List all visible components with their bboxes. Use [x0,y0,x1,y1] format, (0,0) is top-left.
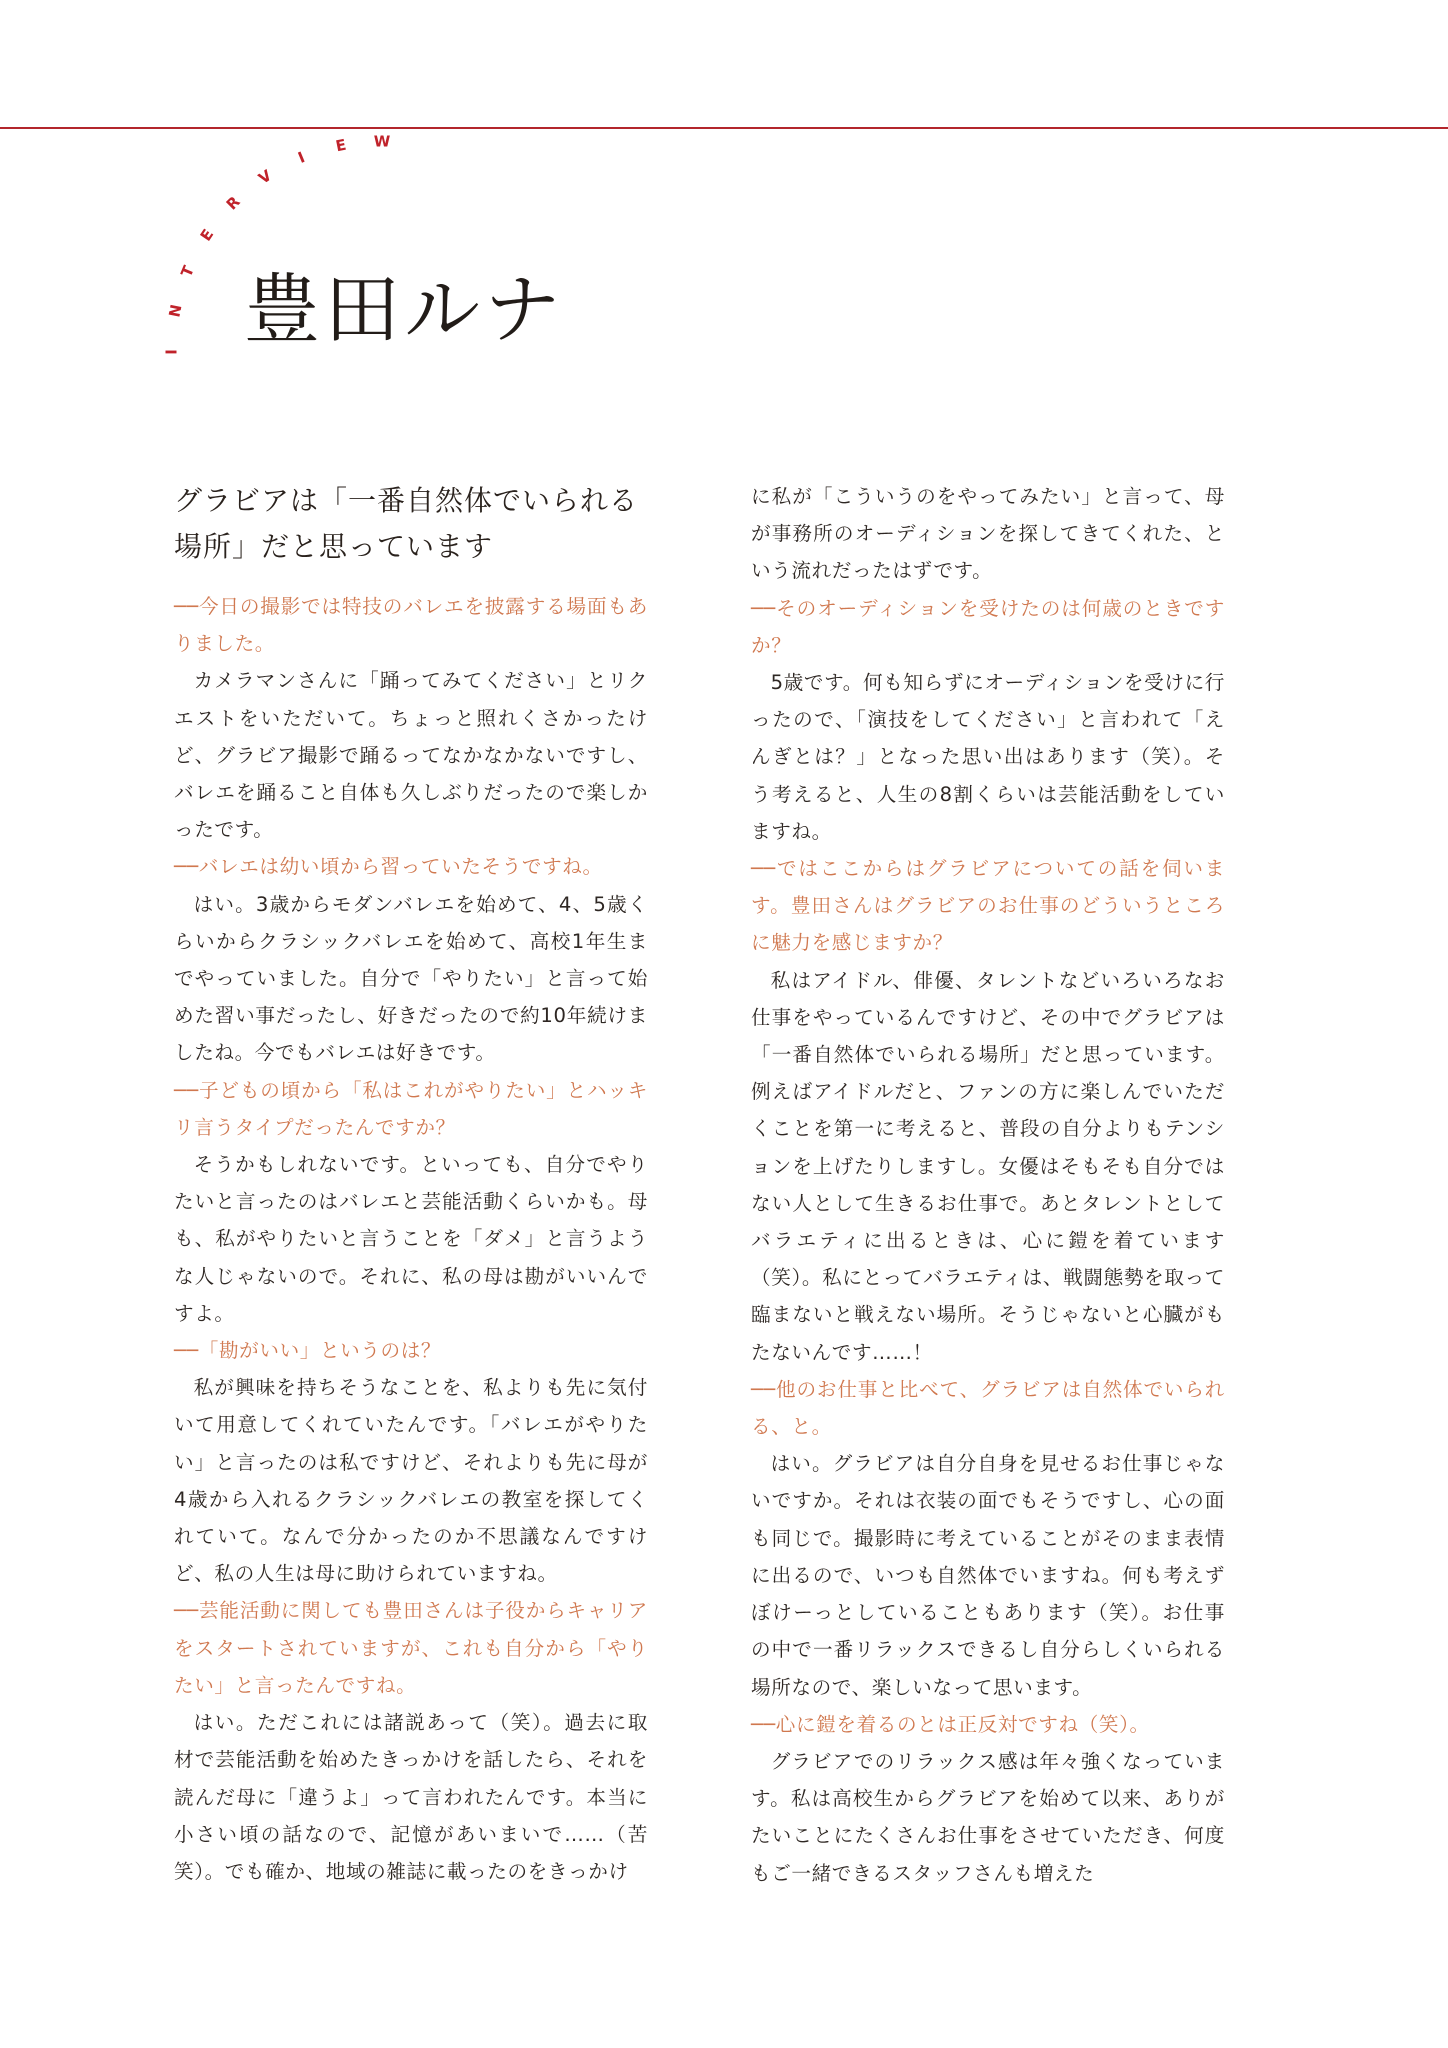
interview-question: ──心に鎧を着るのとは正反対ですね（笑）。 [751,1712,1150,1736]
left-column [174,478,648,1890]
arc-letter: R [222,192,244,214]
left-text-blocks [174,588,648,1890]
arc-letter: N [165,302,186,319]
interview-question: ──今日の撮影では特技のバレエを披露する場面もありました。 [174,595,648,656]
right-column [751,478,1225,1892]
interview-answer: 5歳です。何も知らずにオーディションを受けに行ったので、「演技をしてください」と言われて「えんぎとは？」となった思い出はあります（笑）。そう考えると、人生の8割くらいは芸能活動をしていますね。 [751,671,1225,843]
top-rule [0,127,1448,129]
interview-answer: 私が興味を持ちそうなことを、私よりも先に気付いて用意してくれていたんです。「バレエがやりたい」と言ったのは私ですけど、それよりも先に母が4歳から入れるクラシックバレエの教室を探してくれていて。なんで分かったのか不思議なんですけど、私の人生は母に助けられていますね。 [174,1376,648,1586]
interview-answer: グラビアでのリラックス感は年々強くなっています。私は高校生からグラビアを始めて以来、ありがたいことにたくさんお仕事をさせていただき、何度もご一緒できるスタッフさんも増えた [751,1749,1225,1885]
interview-question: ──「勘がいい」というのは？ [174,1339,442,1363]
arc-letter: E [334,135,348,156]
interview-question: ──ではここからはグラビアについての話を伺います。豊田さんはグラビアのお仕事のどういうところに魅力を感じますか？ [751,857,1225,955]
interview-question: ──バレエは幼い頃から習っていたそうですね。 [174,855,603,879]
headline-line-2: 場所」だと思っています [174,530,494,563]
page-title: 豊田ルナ [244,265,564,354]
interview-answer: そうかもしれないです。といっても、自分でやりたいと言ったのはバレエと芸能活動くらいかも。母も、私がやりたいと言うことを「ダメ」と言うような人じゃないので。それに、私の母は勘がいいんですよ。 [174,1153,648,1325]
interview-question: ──芸能活動に関しても豊田さんは子役からキャリアをスタートされていますが、これも自分から「やりたい」と言ったんですね。 [174,1599,648,1697]
arc-letter: I [295,148,308,167]
interview-question: ──子どもの頃から「私はこれがやりたい」とハッキリ言うタイプだったんですか？ [174,1078,648,1139]
interview-answer: 私はアイドル、俳優、タレントなどいろいろなお仕事をやっているんですけど、その中でグラビアは「一番自然体でいられる場所」だと思っています。例えばアイドルだと、ファンの方に楽しんでいただくことを第一に考えると、普段の自分よりもテンションを上げたりしますし。女優はそもそも自分ではない人として生きるお仕事で。あとタレントとしてバラエティに出るときは、心に鎧を着ています（笑）。私にとってバラエティは、戦闘態勢を取って臨まないと戦えない場所。そうじゃないと心臓がもたないんです……！ [751,968,1225,1364]
interview-answer: はい。ただこれには諸説あって（笑）。過去に取材で芸能活動を始めたきっかけを話したら、それを読んだ母に「違うよ」って言われたんです。本当に小さい頃の話なので、記憶があいまいで……（苦笑）。でも確か、地域の雑誌に載ったのをきっかけ [174,1711,648,1883]
headline-line-1: グラビアは「一番自然体でいられる [174,484,639,517]
interview-answer: カメラマンさんに「踊ってみてください」とリクエストをいただいて。ちょっと照れくさかったけど、グラビア撮影で踊るってなかなかないですし、バレエを踊ること自体も久しぶりだったので楽しかったです。 [174,669,648,842]
interview-question: ──そのオーディションを受けたのは何歳のときですか？ [751,596,1225,657]
arc-letter: T [177,263,198,280]
arc-letter: I [162,349,181,355]
interview-answer: はい。3歳からモダンバレエを始めて、4、5歳くらいからクラシックバレエを始めて、高校1年生までやっていました。自分で「やりたい」と言って始めた習い事だったし、好きだったので約10年続けましたね。今でもバレエは好きです。 [174,892,648,1065]
interview-question: ──他のお仕事と比べて、グラビアは自然体でいられる、と。 [751,1377,1225,1439]
arc-letter: W [373,132,391,151]
interview-answer: はい。グラビアは自分自身を見せるお仕事じゃないですか。それは衣装の面でもそうですし、心の面も同じで。撮影時に考えていることがそのまま表情に出るので、いつも自然体でいますね。何も考えずぼけーっとしていることもあります（笑）。お仕事の中で一番リラックスできるし自分らしくいられる場所なので、楽しいなって思います。 [751,1452,1225,1699]
arc-letter: E [196,225,218,245]
article-headline [174,478,648,570]
interview-answer: に私が「こういうのをやってみたい」と言って、母が事務所のオーディションを探してきてくれた、という流れだったはずです。 [751,485,1225,583]
right-text-blocks [751,478,1225,1892]
arc-letter: V [255,166,275,188]
